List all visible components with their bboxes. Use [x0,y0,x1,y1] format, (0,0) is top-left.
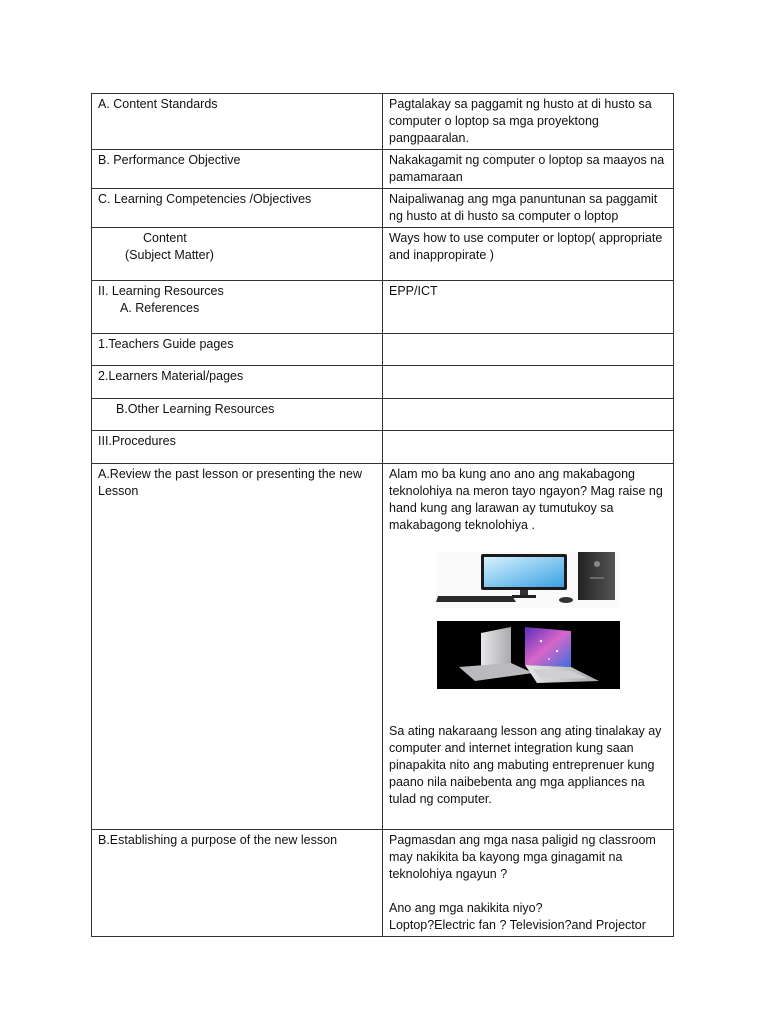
purpose-followup-question: Ano ang mga nakikita niyo? [389,901,543,915]
purpose-label: B.Establishing a purpose of the new lesson [92,830,383,937]
learners-material-value [383,366,674,399]
table-row [92,150,674,189]
performance-objective-value: Nakakagamit ng computer o loptop sa maayos na pamamaraan [383,150,674,189]
table-row [92,464,674,830]
other-resources-label: B.Other Learning Resources [92,399,383,431]
learners-material-label: 2.Learners Material/pages [92,366,383,399]
table-row [92,431,674,464]
purpose-value-cell [383,830,674,937]
subject-matter-label: (Subject Matter) [125,248,214,262]
content-value: Ways how to use computer or loptop( appropriate and inappropirate ) [383,228,674,281]
content-label-cell [92,228,383,281]
table-row [92,334,674,366]
teachers-guide-label: 1.Teachers Guide pages [92,334,383,366]
purpose-answers-text: Loptop?Electric fan ? Television?and Projector [389,918,646,932]
learning-resources-label-cell [92,281,383,334]
purpose-question-text: Pagmasdan ang mga nasa paligid ng classroom may nakikita ba kayong mga ginagamit na teknolohiya ngayun ? [389,833,656,881]
table-row [92,399,674,431]
table-row [92,189,674,228]
table-row [92,366,674,399]
review-intro-text: Alam mo ba kung ano ano ang makabagong teknolohiya na meron tayo ngayon? Mag raise ng hand kung ang larawan ay tumutukoy sa makabagong teknolohiya . [389,467,663,532]
learning-competencies-value: Naipaliwanag ang mga panuntunan sa paggamit ng husto at di husto sa computer o loptop [383,189,674,228]
content-label: Content [143,231,187,245]
desktop-computer-picture [436,552,620,608]
learning-resources-value: EPP/ICT [383,281,674,334]
table-row [92,830,674,937]
procedures-value [383,431,674,464]
table-row [92,281,674,334]
lesson-plan-table [91,93,674,937]
references-label: A. References [120,301,200,315]
table-row [92,228,674,281]
content-standards-label: A. Content Standards [92,94,383,150]
teachers-guide-value [383,334,674,366]
review-outro-text: Sa ating nakaraang lesson ang ating tinalakay ay computer and internet integration kung saan pinapakita nito ang mabuting entreprenuer kung paano nila naibebenta ang mga appliances na tulad ng computer. [389,724,662,806]
table-row [92,94,674,150]
laptops-picture [437,621,620,689]
learning-competencies-label: C. Learning Competencies /Objectives [92,189,383,228]
procedures-label: III.Procedures [92,431,383,464]
review-images [389,552,667,689]
learning-resources-label: II. Learning Resources [98,284,224,298]
performance-objective-label: B. Performance Objective [92,150,383,189]
content-standards-value: Pagtalakay sa paggamit ng husto at di husto sa computer o loptop sa mga proyektong pangpaaralan. [383,94,674,150]
review-value-cell [383,464,674,830]
other-resources-value [383,399,674,431]
review-label: A.Review the past lesson or presenting the new Lesson [92,464,383,830]
